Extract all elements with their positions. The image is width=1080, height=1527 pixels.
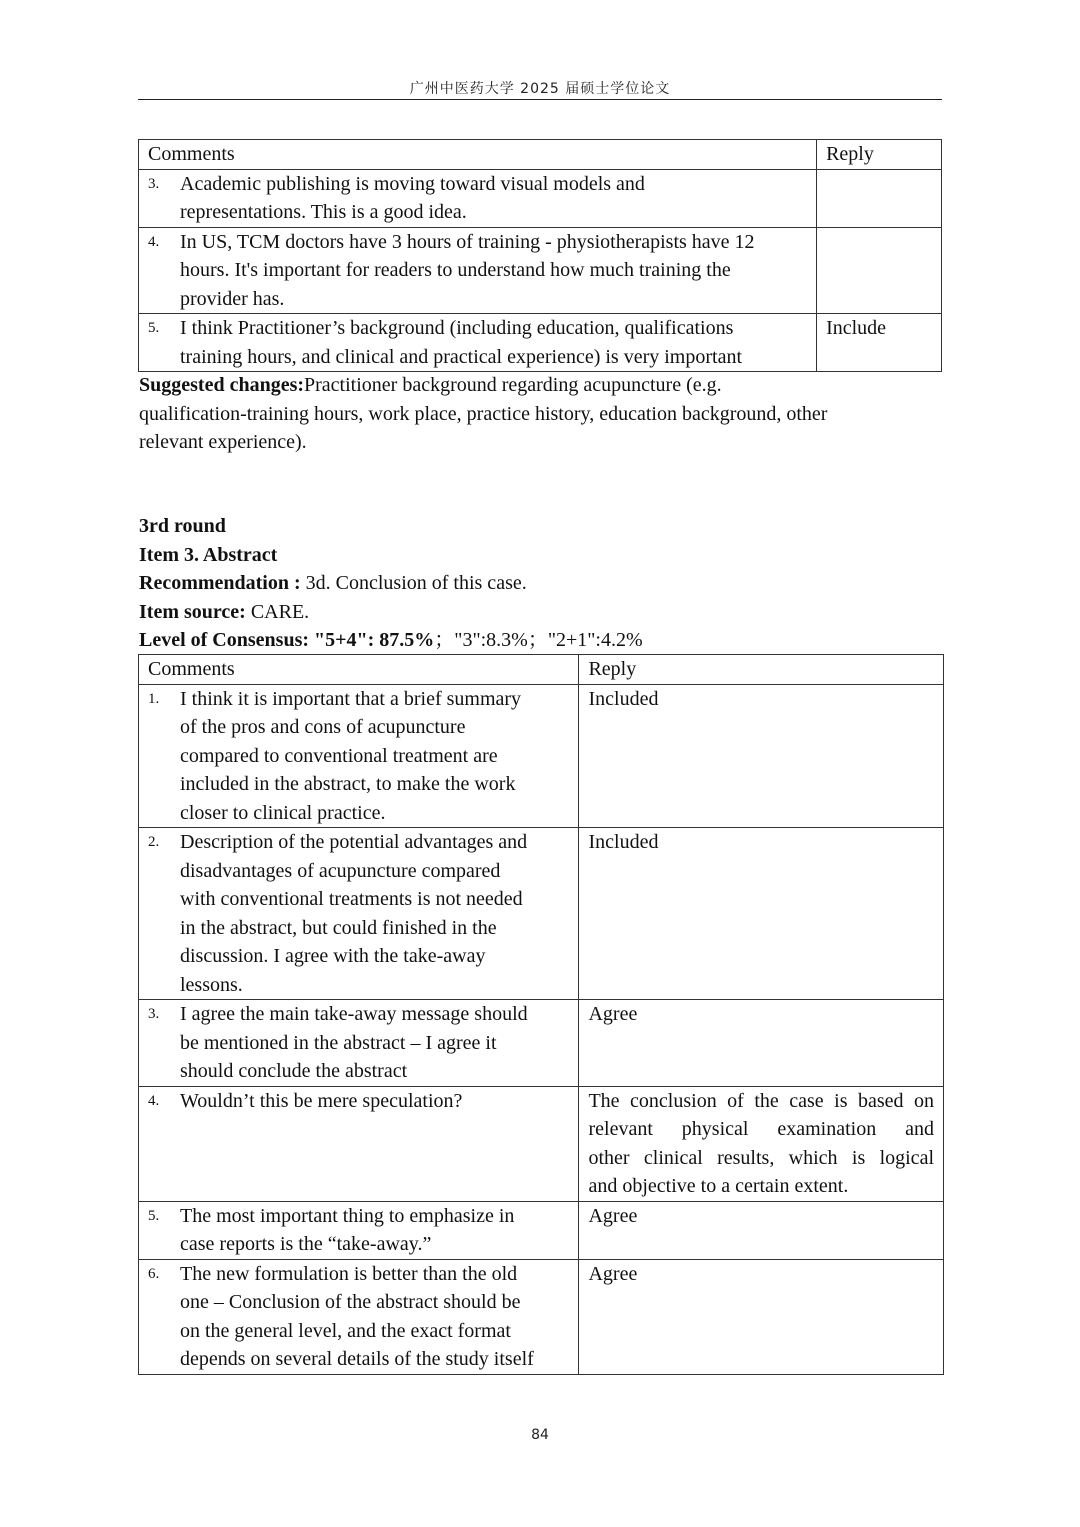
comment-line: Academic publishing is moving toward visual models and (180, 172, 645, 195)
comment-cell (139, 828, 579, 1000)
comment-line: should conclude the abstract (180, 1060, 408, 1082)
comment-line: be mentioned in the abstract – I agree it (180, 1031, 497, 1054)
table-row (139, 227, 942, 314)
item-number: 6. (148, 1265, 160, 1282)
comment-item (148, 828, 569, 999)
reply-line: Agree (588, 1204, 638, 1227)
item-number: 3. (148, 1006, 160, 1022)
reply-cell (579, 684, 944, 828)
table-row (139, 1259, 944, 1374)
comment-line: training hours, and clinical and practical experience) is very important (180, 345, 743, 368)
item-number: 4. (148, 233, 160, 250)
comment-line: Wouldn’t this be mere speculation? (180, 1089, 463, 1112)
table-row (139, 684, 944, 828)
reply-line: Included (588, 687, 659, 710)
item-number: 5. (148, 320, 160, 336)
reply-line: Agree (588, 1262, 638, 1285)
suggested-changes-line: Practitioner background regarding acupuncture (e.g. (304, 374, 722, 396)
comment-item (148, 685, 569, 828)
comment-line: discussion. I agree with the take-away (180, 945, 486, 967)
recommendation-label: Recommendation : (139, 572, 306, 594)
comment-item (148, 314, 807, 371)
comment-line: The most important thing to emphasize in (180, 1204, 515, 1227)
reply-cell (579, 1201, 944, 1259)
reply-cell (579, 828, 944, 1000)
comment-line: on the general level, and the exact format (180, 1319, 511, 1342)
comment-line: in the abstract, but could finished in the (180, 916, 497, 939)
reply-cell: Include (817, 314, 942, 372)
comment-line: lessons. (180, 973, 243, 996)
comments-table-2 (138, 654, 944, 1375)
comment-line: one – Conclusion of the abstract should be (180, 1291, 521, 1313)
comments-table-1 (138, 139, 942, 372)
running-header: 广州中医药大学 2025 届硕士学位论文 (409, 81, 671, 97)
comment-text (180, 1087, 569, 1116)
comment-line: included in the abstract, to make the work (180, 773, 516, 795)
comment-text (180, 314, 807, 371)
comment-item (148, 1000, 569, 1086)
reply-line: and objective to a certain extent. (588, 1175, 849, 1197)
item-number: 3. (148, 175, 160, 192)
comment-line: of the pros and cons of acupuncture (180, 716, 466, 738)
item-number: 5. (148, 1207, 160, 1224)
reply-cell (579, 1259, 944, 1374)
table-row (139, 169, 942, 227)
round-info (139, 512, 943, 655)
consensus-rest: ；"3":8.3%；"2+1":4.2% (434, 629, 643, 651)
comment-item (148, 1202, 569, 1259)
item-title: Item 3. Abstract (139, 543, 278, 566)
reply-line: Agree (588, 1003, 638, 1025)
comment-text (180, 170, 807, 227)
comment-text (180, 1000, 569, 1086)
reply-cell (579, 1086, 944, 1201)
reply-line: Included (588, 831, 659, 853)
comment-cell (139, 684, 579, 828)
comment-line: provider has. (180, 287, 285, 310)
recommendation-value: 3d. Conclusion of this case. (305, 572, 527, 594)
comment-line: with conventional treatments is not needed (180, 888, 523, 910)
comment-line: I think it is important that a brief summary (180, 687, 522, 710)
comment-line: closer to clinical practice. (180, 801, 386, 824)
comment-item (148, 228, 807, 314)
comment-line: The new formulation is better than the old (180, 1262, 518, 1285)
item-source-label: Item source: (139, 600, 251, 623)
table-row (139, 828, 944, 1000)
comment-line: depends on several details of the study itself (180, 1348, 534, 1370)
comment-line: case reports is the “take-away.” (180, 1233, 432, 1255)
table-row (139, 1086, 944, 1201)
table-header-row (139, 655, 944, 685)
comment-line: I agree the main take-away message should (180, 1003, 528, 1025)
comment-cell (139, 169, 817, 227)
table-row (139, 1201, 944, 1259)
comment-line: In US, TCM doctors have 3 hours of training - physiotherapists have 12 (180, 230, 755, 253)
comment-line: I think Practitioner’s background (including education, qualifications (180, 317, 734, 339)
header-rule (138, 99, 942, 100)
item-number: 1. (148, 690, 160, 707)
reply-line: The conclusion of the case is based on (588, 1089, 934, 1112)
comment-line: Description of the potential advantages and (180, 831, 528, 853)
comment-cell (139, 1000, 579, 1087)
comment-cell (139, 227, 817, 314)
table-row (139, 314, 942, 372)
reply-line: other clinical results, which is logical (588, 1146, 934, 1169)
comment-cell (139, 1086, 579, 1201)
comment-item (148, 170, 807, 227)
reply-cell (817, 169, 942, 227)
table-header-row (139, 140, 942, 170)
suggested-changes-line: qualification-training hours, work place, practice history, education background, other (139, 402, 828, 425)
comment-cell (139, 314, 817, 372)
column-header-reply: Reply (817, 140, 942, 170)
reply-line: relevant physical examination and (588, 1118, 934, 1140)
comment-item (148, 1260, 569, 1374)
comment-cell (139, 1259, 579, 1374)
comment-line: disadvantages of acupuncture compared (180, 859, 501, 882)
comment-line: representations. This is a good idea. (180, 201, 467, 223)
round-title: 3rd round (139, 515, 226, 537)
comment-text (180, 685, 569, 828)
reply-cell (579, 1000, 944, 1087)
column-header-comments: Comments (139, 140, 817, 170)
table-row (139, 1000, 944, 1087)
comment-line: compared to conventional treatment are (180, 744, 498, 767)
comment-item (148, 1087, 569, 1116)
comment-text (180, 1202, 569, 1259)
column-header-comments: Comments (139, 655, 579, 685)
page-number: 84 (531, 1427, 549, 1443)
column-header-reply: Reply (579, 655, 944, 685)
reply-cell (817, 227, 942, 314)
comment-text (180, 228, 807, 314)
suggested-changes (139, 371, 943, 457)
comment-line: hours. It's important for readers to understand how much training the (180, 259, 731, 281)
suggested-changes-label: Suggested changes: (139, 374, 305, 396)
consensus-label: Level of Consensus: "5+4": 87.5% (139, 629, 435, 651)
item-number: 4. (148, 1092, 160, 1109)
item-number: 2. (148, 834, 160, 850)
comment-text (180, 828, 569, 999)
comment-cell (139, 1201, 579, 1259)
suggested-changes-line: relevant experience). (139, 431, 307, 453)
item-source-value: CARE. (250, 600, 310, 623)
comment-text (180, 1260, 569, 1374)
